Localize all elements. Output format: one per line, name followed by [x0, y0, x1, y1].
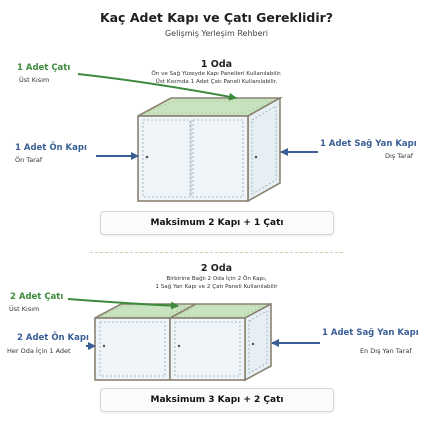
- section1-front-label: 1 Adet Ön Kapı: [15, 143, 87, 153]
- section2-title: 2 Oda: [200, 263, 233, 274]
- section1-front-sub: Ön Taraf: [15, 156, 43, 164]
- room1-roof-arrow: [78, 74, 236, 98]
- room1-diagram: [138, 98, 280, 201]
- section1-desc-line1: Ön ve Sağ Yüzeyde Kapı Panelleri Kullanılabilir.: [151, 71, 282, 77]
- section1-title: 1 Oda: [200, 59, 233, 70]
- page-subtitle: Gelişmiş Yerleşim Rehberi: [164, 29, 269, 38]
- section2-desc-line2: 1 Sağ Yan Kapı ve 2 Çatı Paneli Kullanılabilir: [155, 284, 278, 290]
- room1-side-handle: [255, 156, 258, 159]
- section2-result-text: Maksimum 3 Kapı + 2 Çatı: [150, 395, 284, 405]
- section1-side-sub: Dış Taraf: [385, 152, 414, 160]
- section2-side-label: 1 Adet Sağ Yan Kapı: [322, 328, 419, 338]
- room1-front-handle: [146, 156, 149, 159]
- section2-roof-sub: Üst Kısım: [9, 305, 40, 313]
- page-title: Kaç Adet Kapı ve Çatı Gereklidir?: [99, 10, 334, 25]
- room2-side-handle: [252, 343, 254, 345]
- room2-front-handle-left: [103, 345, 105, 347]
- section1-roof-label: 1 Adet Çatı: [17, 63, 71, 73]
- section1-desc-line2: Üst Kısımda 1 Adet Çatı Paneli Kullanılabilir.: [155, 79, 278, 85]
- room2-front-panel-right: [170, 318, 245, 380]
- section1-side-label: 1 Adet Sağ Yan Kapı: [320, 139, 417, 149]
- section2-front-sub: Her Oda İçin 1 Adet: [7, 347, 71, 355]
- room2-diagram: [95, 304, 271, 380]
- section2-desc-line1: Birbirine Bağlı 2 Oda İçin 2 Ön Kapı,: [166, 276, 267, 282]
- section1-result-text: Maksimum 2 Kapı + 1 Çatı: [150, 218, 284, 228]
- section2-roof-label: 2 Adet Çatı: [10, 292, 64, 302]
- section1-roof-sub: Üst Kısım: [19, 76, 50, 84]
- section2-front-label: 2 Adet Ön Kapı: [17, 333, 89, 343]
- section2-side-sub: En Dış Yan Taraf: [360, 347, 412, 355]
- room2-front-panel-left: [95, 318, 170, 380]
- room2-front-handle-right: [178, 345, 180, 347]
